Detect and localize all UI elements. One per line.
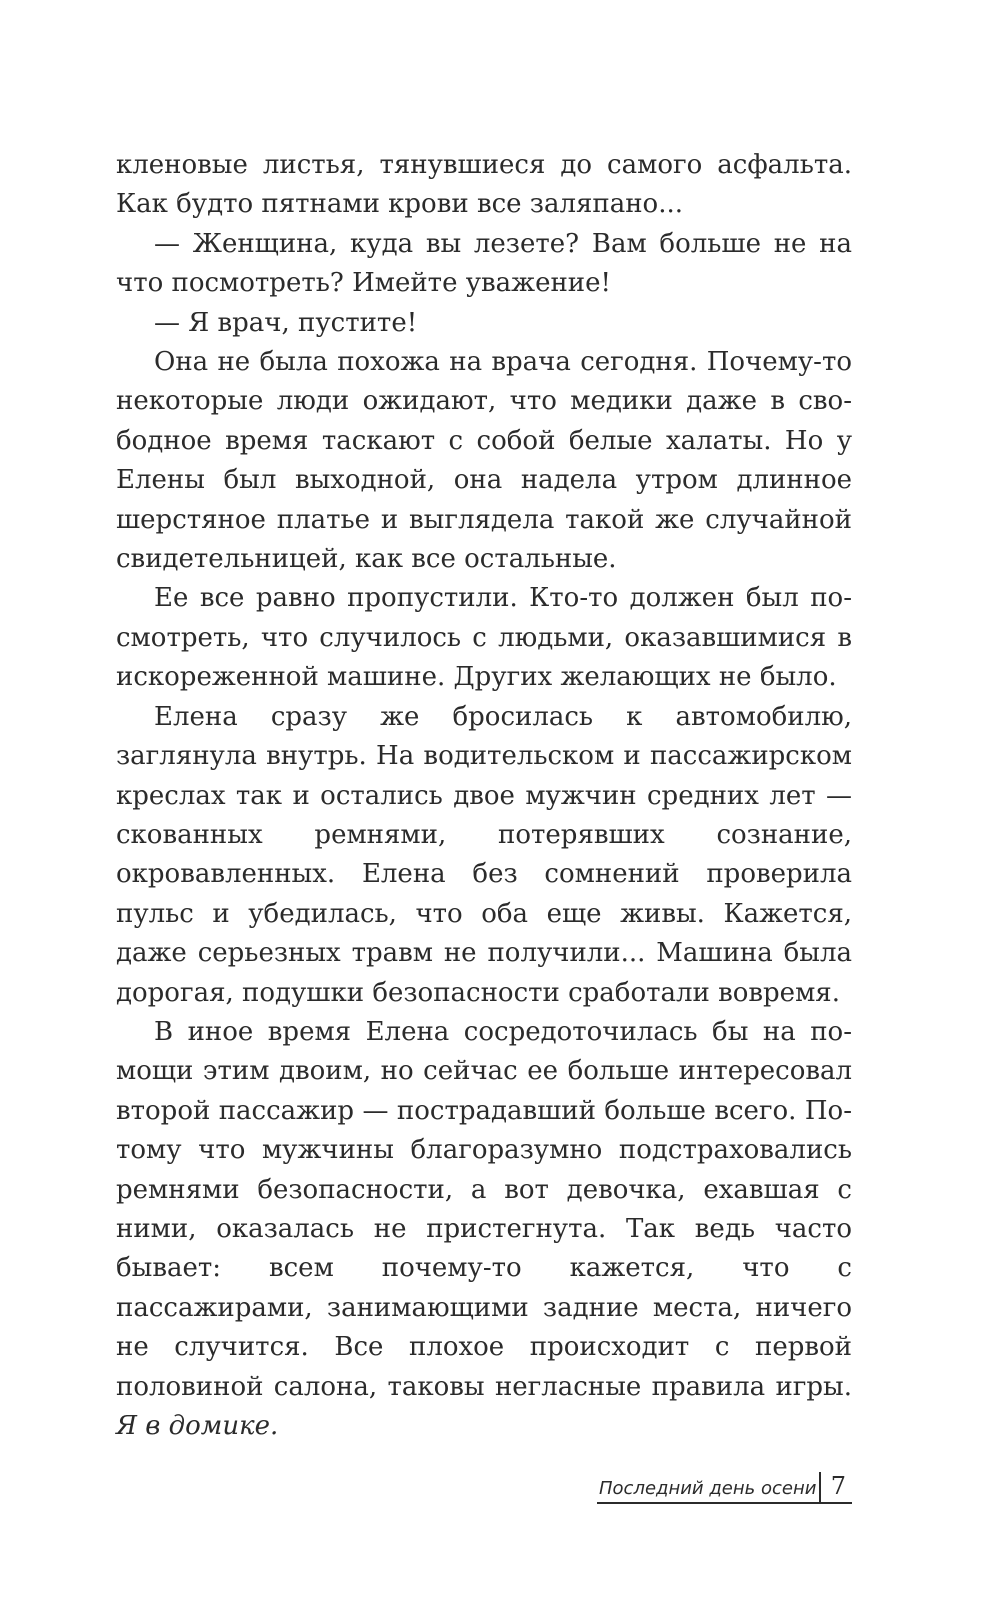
- running-footer: [597, 1468, 852, 1504]
- paragraph-3: — Я врач, пустите!: [154, 307, 418, 338]
- paragraph-6: Елена сразу же бросилась к автомобилю, заглянула внутрь. На водительском и пассажирском креслах так и остались двое мужчин средних лет — скованных ремнями, потерявших сознание, окровавленных. Елена без сомнений проверила пульс и убедилась, что оба еще живы. Кажется, даже серьезных травм не получили... Машина была дорогая, подушки безопасности сработали вовремя.: [116, 701, 852, 1008]
- paragraph-7-text: В иное время Елена сосредоточилась бы на помощи этим двоим, но сейчас ее больше интересовал второй пассажир — пострадавший больше всего. Потому что мужчины благоразумно подстраховались ремнями безопасности, а вот девочка, ехавшая с ними, оказалась не пристегнута. Так ведь часто бывает: всем почему-то кажется, что с пассажирами, занимающими задние места, ничего не случится. Все плохое происходит с первой половиной салона, таковы негласные правила игры.: [116, 1016, 852, 1402]
- paragraph-2: — Женщина, куда вы лезете? Вам больше не на что посмотреть? Имейте уважение!: [116, 228, 852, 299]
- footer-divider: [819, 1472, 821, 1502]
- body-text: [116, 146, 852, 1446]
- paragraph-5: Ее все равно пропустили. Кто-то должен был посмотреть, что случилось с людьми, оказавшимися в искореженной машине. Других желающих не было.: [116, 583, 852, 693]
- page-number: 7: [830, 1472, 846, 1500]
- paragraph-7: [116, 1013, 852, 1446]
- book-title: Последний день осени: [599, 1478, 817, 1499]
- paragraph-4: Она не была похожа на врача сегодня. Почему-то некоторые люди ожидают, что медики даже в свободное время таскают с собой белые халаты. Но у Елены был выходной, она надела утром длинное шерстяное платье и выглядела такой же случайной свидетельницей, как все остальные.: [116, 347, 852, 575]
- paragraph-1: кленовые листья, тянувшиеся до самого асфальта. Как будто пятнами крови все заляпано...: [116, 150, 852, 220]
- paragraph-7-italic: Я в домике.: [116, 1411, 279, 1441]
